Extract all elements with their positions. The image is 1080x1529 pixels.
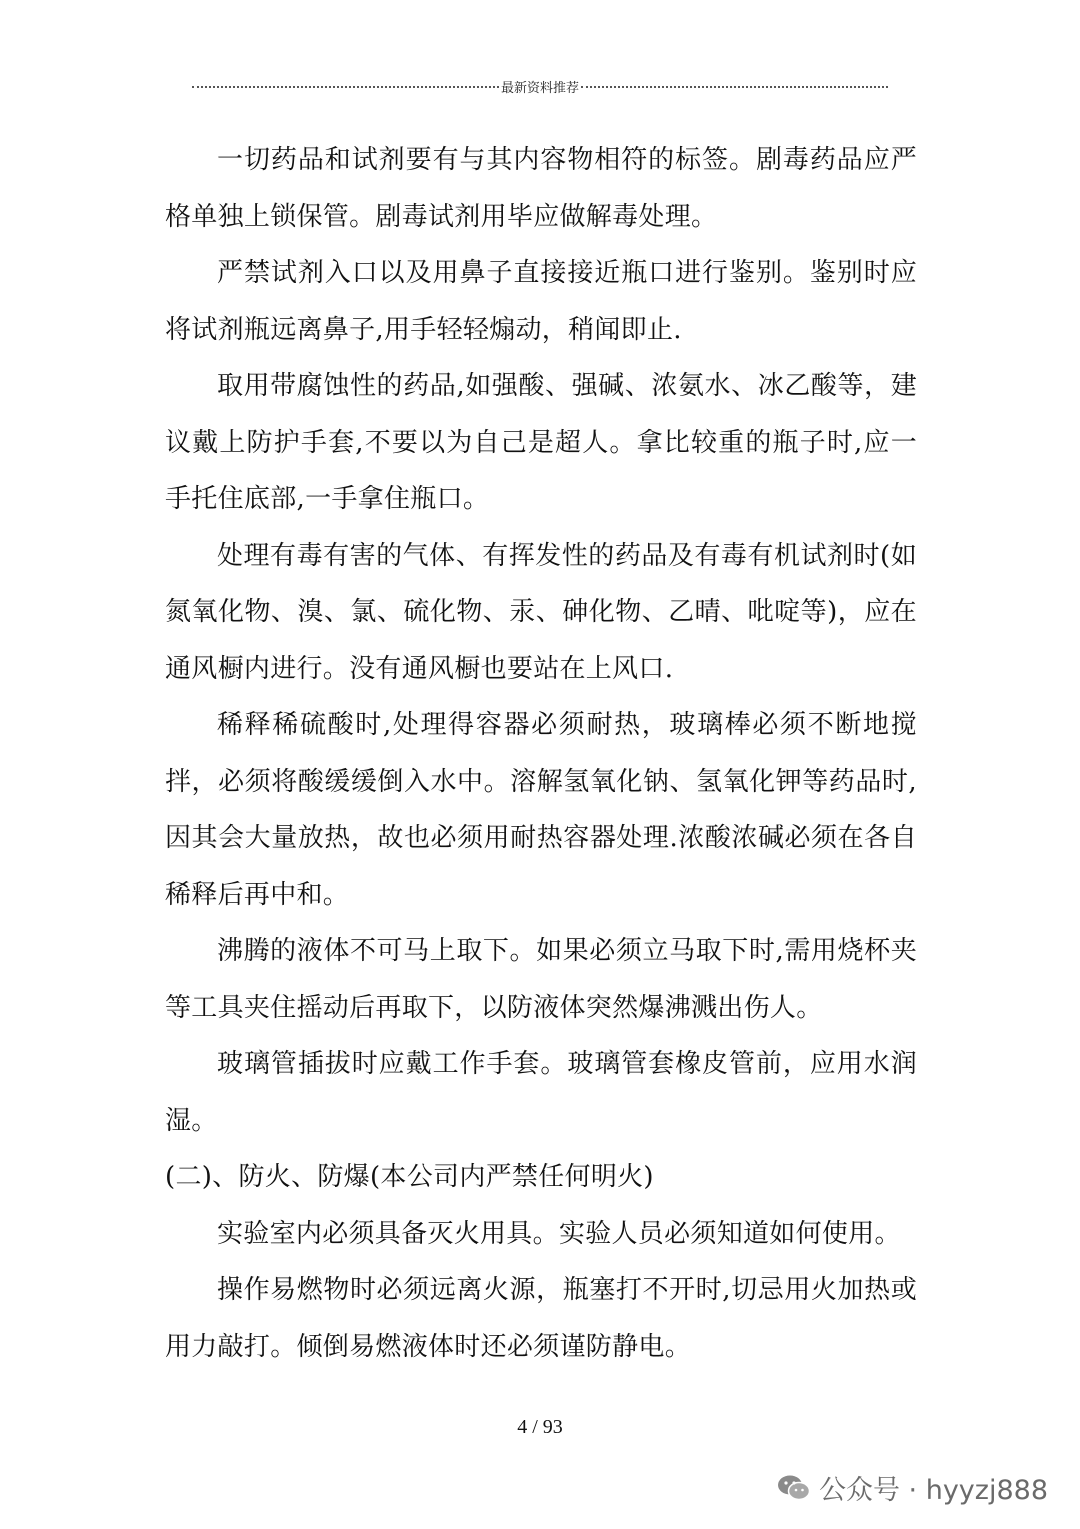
paragraph-flammables: 操作易燃物时必须远离火源，瓶塞打不开时,切忌用火加热或用力敲打。倾倒易燃液体时还必须谨防静电。	[165, 1275, 917, 1362]
wechat-icon	[777, 1474, 811, 1502]
paragraph-labels: 一切药品和试剂要有与其内容物相符的标签。剧毒药品应严格单独上锁保管。剧毒试剂用毕应做解毒处理。	[165, 145, 917, 232]
header-dotted-line-left	[192, 86, 499, 88]
page-number: 4 / 93	[517, 1416, 563, 1438]
paragraph-extinguishers: 实验室内必须具备灭火用具。实验人员必须知道如何使用。	[217, 1218, 901, 1249]
watermark-text: 公众号 · hyyzj888	[818, 1475, 1048, 1506]
paragraph-boiling-liquid: 沸腾的液体不可马上取下。如果必须立马取下时,需用烧杯夹等工具夹住摇动后再取下，以防液体突然爆沸溅出伤人。	[165, 936, 917, 1023]
paragraph-no-tasting: 严禁试剂入口以及用鼻子直接接近瓶口进行鉴别。鉴别时应将试剂瓶远离鼻子,用手轻轻煽动，稍闻即止.	[165, 258, 917, 345]
document-body	[165, 132, 917, 1375]
section-heading-fire-explosion: (二)、防火、防爆(本公司内严禁任何明火)	[165, 1162, 654, 1192]
paragraph-dilution: 稀释稀硫酸时,处理得容器必须耐热，玻璃棒必须不断地搅拌，必须将酸缓缓倒入水中。溶解氢氧化钠、氢氧化钾等药品时,因其会大量放热，故也必须用耐热容器处理.浓酸浓碱必须在各自稀释后再中和。	[165, 710, 917, 910]
page-header	[192, 74, 888, 98]
paragraph-fume-hood: 处理有毒有害的气体、有挥发性的药品及有毒有机试剂时(如氮氧化物、溴、氯、硫化物、汞、砷化物、乙晴、吡啶等)，应在通风橱内进行。没有通风橱也要站在上风口.	[165, 540, 917, 684]
header-title: 最新资料推荐	[501, 80, 580, 96]
watermark	[777, 1468, 1048, 1507]
header-dotted-line-right	[581, 86, 888, 88]
paragraph-corrosives: 取用带腐蚀性的药品,如强酸、强碱、浓氨水、冰乙酸等，建议戴上防护手套,不要以为自己是超人。拿比较重的瓶子时,应一手托住底部,一手拿住瓶口。	[165, 371, 917, 514]
paragraph-glass-tubes: 玻璃管插拔时应戴工作手套。玻璃管套橡皮管前，应用水润湿。	[165, 1049, 917, 1136]
